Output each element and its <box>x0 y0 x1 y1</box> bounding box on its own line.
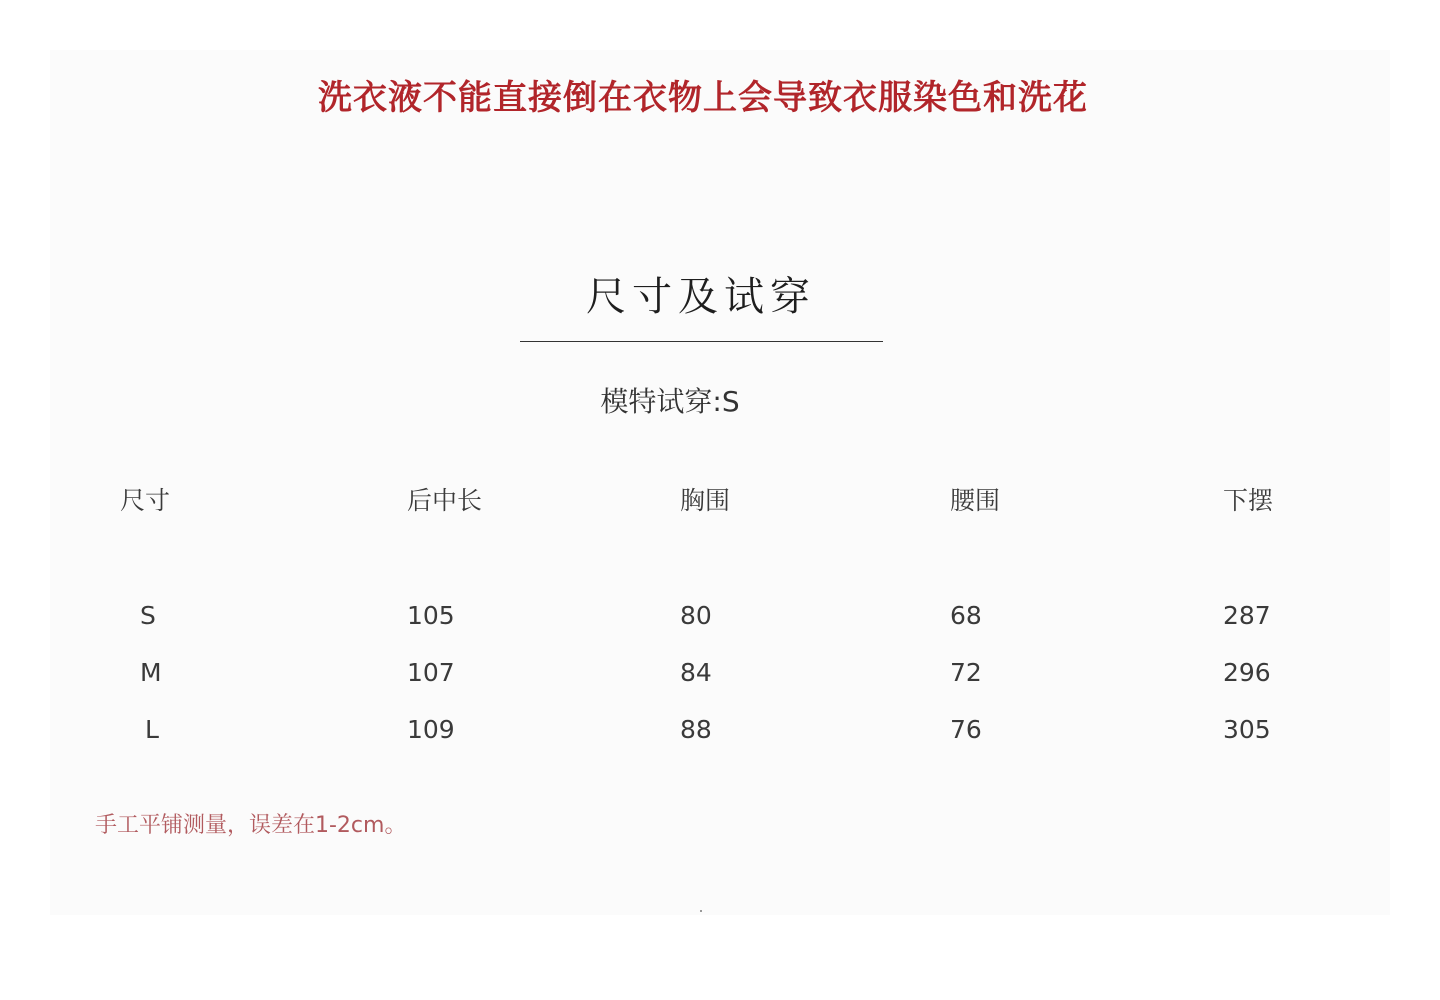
model-size-note: 模特试穿:S <box>600 385 740 418</box>
cell-hem: 296 <box>1223 658 1271 687</box>
content-panel <box>50 50 1390 915</box>
header-waist: 腰围 <box>950 486 1001 515</box>
cell-size: M <box>140 658 162 687</box>
care-warning: 洗衣液不能直接倒在衣物上会导致衣服染色和洗花 <box>318 78 1088 118</box>
cell-waist: 68 <box>950 601 982 630</box>
cell-bust: 88 <box>680 715 712 744</box>
cell-size: S <box>140 601 156 630</box>
cell-bust: 84 <box>680 658 712 687</box>
cell-back-length: 109 <box>407 715 455 744</box>
cell-bust: 80 <box>680 601 712 630</box>
header-size: 尺寸 <box>120 486 171 515</box>
title-divider <box>520 341 883 342</box>
header-bust: 胸围 <box>680 486 731 515</box>
cell-waist: 76 <box>950 715 982 744</box>
cell-waist: 72 <box>950 658 982 687</box>
decorative-dot <box>700 910 702 912</box>
section-title: 尺寸及试穿 <box>586 274 816 320</box>
cell-back-length: 105 <box>407 601 455 630</box>
header-hem: 下摆 <box>1223 486 1274 515</box>
measurement-footnote: 手工平铺测量，误差在1-2cm。 <box>95 813 407 838</box>
cell-hem: 305 <box>1223 715 1271 744</box>
cell-hem: 287 <box>1223 601 1271 630</box>
header-back-length: 后中长 <box>407 486 483 515</box>
cell-back-length: 107 <box>407 658 455 687</box>
cell-size: L <box>145 715 159 744</box>
